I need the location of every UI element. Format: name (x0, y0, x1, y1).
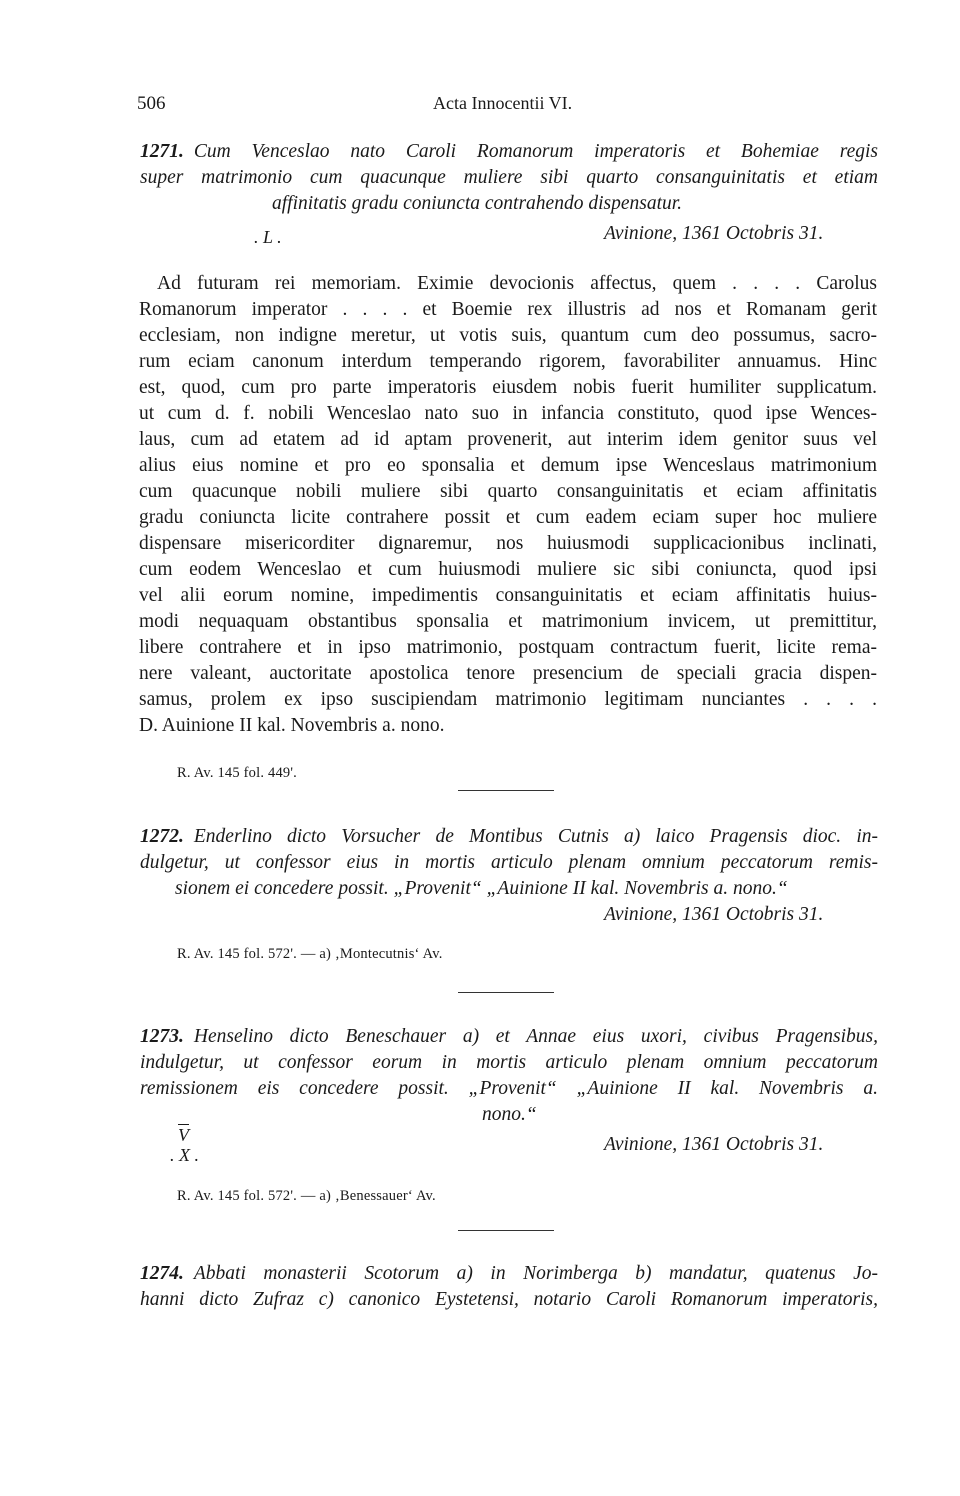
entry-1271-mark: . L . (254, 227, 282, 247)
entry-1273-summary-line-4: nono.“ (482, 1104, 537, 1125)
entry-1271-body-line-6: ut cum d. f. nobili Wenceslao nato suo in infancia constituto, quod ipse Wences- (139, 403, 877, 424)
entry-1271-body-line-7: laus, cum ad etatem ad id aptam provenerit, aut interim idem genitor suus vel (139, 429, 877, 450)
entry-number: 1272. (140, 826, 184, 847)
entry-1271-summary-line-1: 1271. Cum Venceslao nato Caroli Romanorum imperatoris et Bohemiae regis (140, 141, 878, 162)
entry-1274-summary-line-2: hanni dicto Zufraz c) canonico Eystetensi, notario Caroli Romanorum imperatoris, (140, 1289, 878, 1310)
entry-1273-summary-line-3: remissionem eis concedere possit. „Provenit“ „Auinione II kal. Novembris a. (140, 1078, 878, 1099)
section-divider (458, 1230, 554, 1231)
entry-1271-body-line-4: rum eciam canonum interdum temperando rigorem, favorabiliter annuamus. Hinc (139, 351, 877, 372)
entry-1273-summary-line-1: 1273. Henselino dicto Beneschauer a) et Annae eius uxori, civibus Pragensibus, (140, 1026, 878, 1047)
entry-1272-reference: R. Av. 145 fol. 572'. — a) ‚Montecutnis‘ Av. (177, 946, 443, 962)
section-divider (458, 992, 554, 993)
entry-1273-summary-line-2: indulgetur, ut confessor eorum in mortis articulo plenam omnium peccatorum (140, 1052, 878, 1073)
entry-number: 1274. (140, 1263, 184, 1284)
entry-1273-mark-top: $\overline{V}$ (178, 1125, 189, 1145)
entry-1271-body-line-3: ecclesiam, non indigne meretur, ut votis suis, quantum cum deo possumus, sacro- (139, 325, 877, 346)
entry-1272-summary-line-3: sionem ei concedere possit. „Provenit“ „Auinione II kal. Novembris a. nono.“ (175, 878, 788, 899)
entry-1272-summary-line-2: dulgetur, ut confessor eius in mortis articulo plenam omnium peccatorum remis- (140, 852, 878, 873)
entry-1272-place-date: Avinione, 1361 Octobris 31. (604, 904, 824, 925)
entry-1271-body-line-18: D. Auinione II kal. Novembris a. nono. (139, 715, 445, 736)
entry-1271-summary-line-2: super matrimonio cum quacunque muliere sibi quarto consanguinitatis et etiam (140, 167, 878, 188)
entry-1273-place-date: Avinione, 1361 Octobris 31. (604, 1134, 824, 1155)
entry-1271-body-line-1: Ad futuram rei memoriam. Eximie devocionis affectus, quem . . . . Carolus (157, 273, 877, 294)
entry-number: 1271. (140, 141, 184, 162)
section-divider (458, 790, 554, 791)
entry-1272-summary-line-1: 1272. Enderlino dicto Vorsucher de Montibus Cutnis a) laico Pragensis dioc. in- (140, 826, 878, 847)
entry-1271-body-line-16: nere valeant, auctoritate apostolica tenore presencium de speciali gracia dispen- (139, 663, 877, 684)
entry-1271-body-line-15: libere contrahere et in ipso matrimonio, postquam contractum fuerit, licite rema- (139, 637, 877, 658)
entry-number: 1273. (140, 1026, 184, 1047)
entry-1271-body-line-8: alius eius nomine et pro eo sponsalia et demum ipse Wenceslaus matrimonium (139, 455, 877, 476)
entry-1271-body-line-9: cum quacunque nobili muliere sibi quarto consanguinitatis et eciam affinitatis (139, 481, 877, 502)
page-number: 506 (137, 93, 166, 114)
entry-1271-body-line-13: vel alii eorum nomine, impedimentis consanguinitatis et eciam affinitatis huius- (139, 585, 877, 606)
entry-1271-body-line-12: cum eodem Wenceslao et cum huiusmodi muliere sic sibi coniuncta, quod ipsi (139, 559, 877, 580)
entry-1271-body-line-17: samus, prolem ex ipso suscipiendam matrimonio legitimam nunciantes . . . . (139, 689, 877, 710)
entry-1273-mark: . X . (170, 1145, 199, 1165)
running-title: Acta Innocentii VI. (433, 93, 573, 113)
entry-1271-reference: R. Av. 145 fol. 449'. (177, 765, 297, 781)
entry-1271-body-line-10: gradu coniuncta licite contrahere possit et cum eadem eciam super hoc muliere (139, 507, 877, 528)
entry-1271-body-line-2: Romanorum imperator . . . . et Boemie rex illustris ad nos et Romanam gerit (139, 299, 877, 320)
entry-1271-body-line-5: est, quod, cum pro parte imperatoris eiusdem nobis fuerit humiliter supplicatum. (139, 377, 877, 398)
entry-1273-reference: R. Av. 145 fol. 572'. — a) ‚Benessauer‘ Av. (177, 1188, 436, 1204)
entry-1274-summary-line-1: 1274. Abbati monasterii Scotorum a) in Norimberga b) mandatur, quatenus Jo- (140, 1263, 878, 1284)
entry-1271-body-line-14: modi nequaquam obstantibus sponsalia et matrimonium invicem, ut premittitur, (139, 611, 877, 632)
entry-1271-summary-line-3: affinitatis gradu coniuncta contrahendo dispensatur. (272, 193, 683, 214)
entry-1271-place-date: Avinione, 1361 Octobris 31. (604, 223, 824, 244)
entry-1271-body-line-11: dispensare misericorditer dignaremur, nos huiusmodi supplicacionibus inclinati, (139, 533, 877, 554)
